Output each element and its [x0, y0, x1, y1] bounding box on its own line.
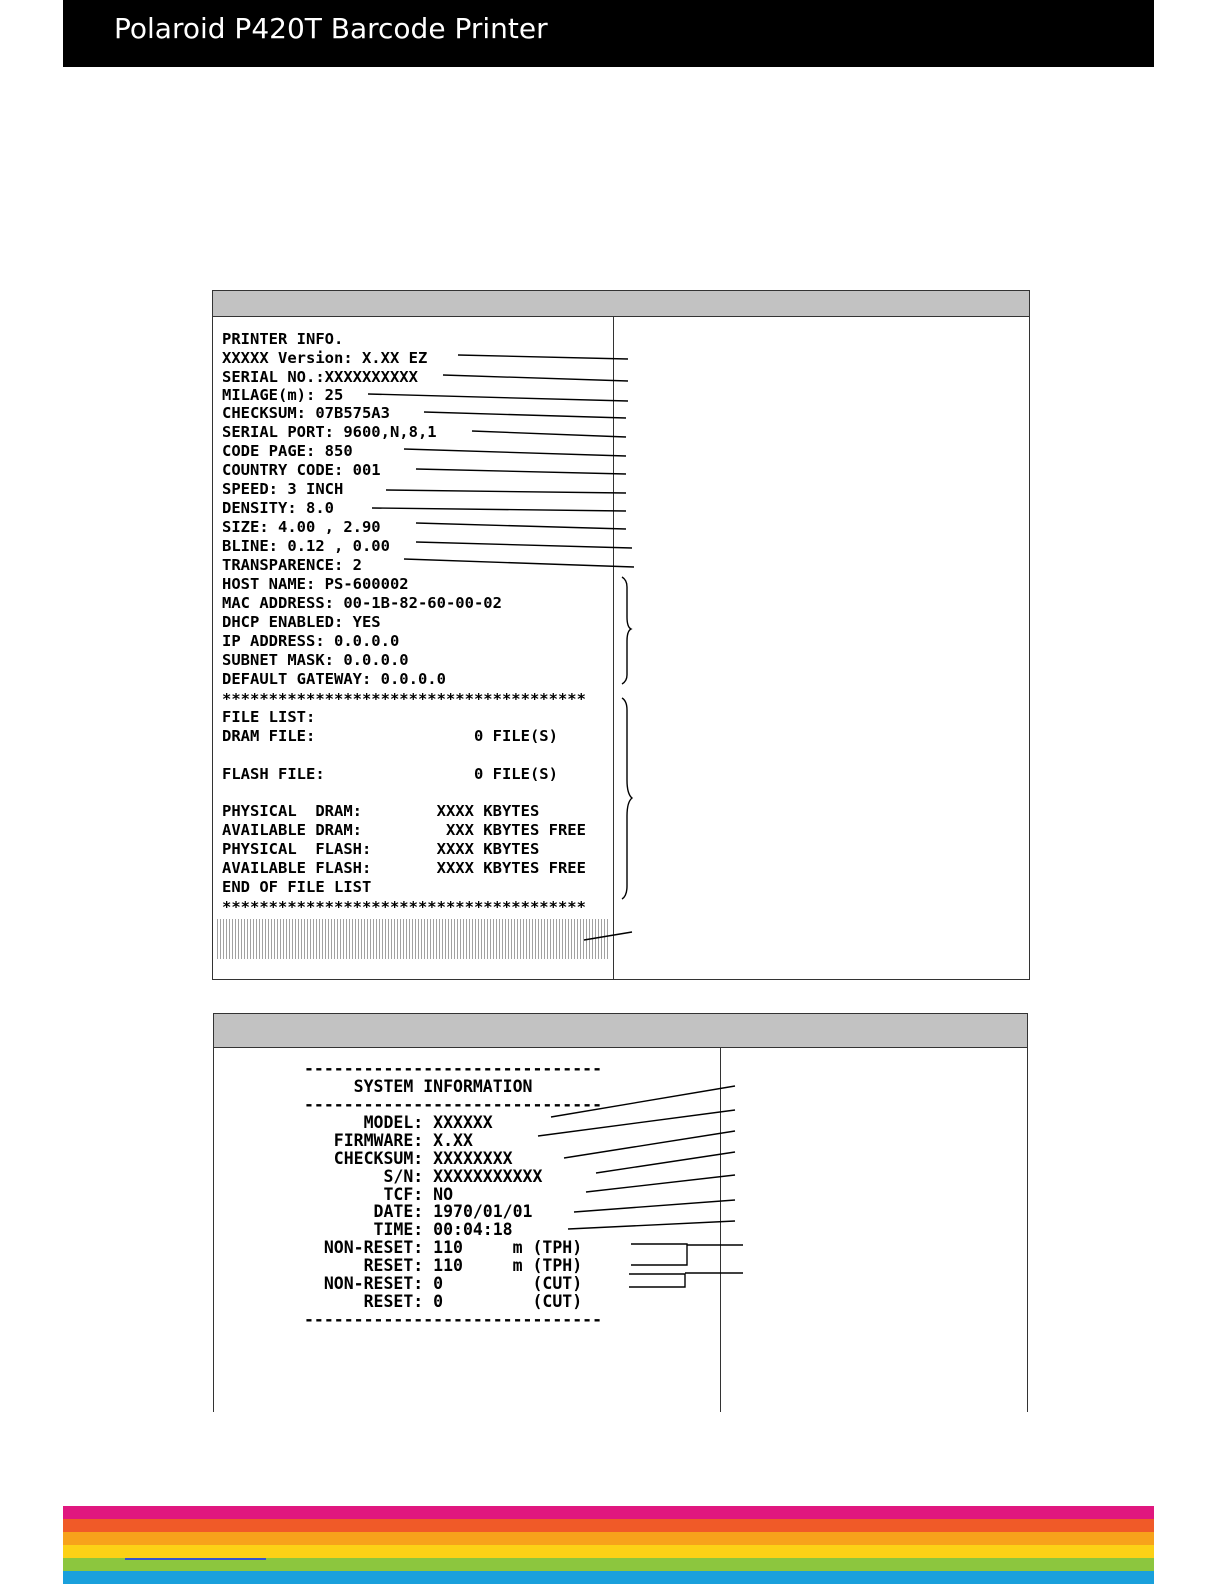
printout-line: SUBNET MASK: 0.0.0.0	[222, 651, 409, 669]
printout-line: PHYSICAL FLASH: XXXX KBYTES	[222, 840, 540, 858]
printout-line: BLINE: 0.12 , 0.00	[222, 537, 390, 555]
printout-line: FILE LIST:	[222, 708, 316, 726]
printout-line: IP ADDRESS: 0.0.0.0	[222, 632, 400, 650]
printout-line: SPEED: 3 INCH	[222, 480, 344, 498]
printout-line: RESET: 110 m (TPH)	[304, 1256, 583, 1275]
printout-line: DENSITY: 8.0	[222, 499, 334, 517]
printout-line: SERIAL NO.:XXXXXXXXXX	[222, 368, 418, 386]
printout-line: RESET: 0 (CUT)	[304, 1292, 583, 1311]
printout-line: END OF FILE LIST	[222, 878, 372, 896]
footer-stripe-orange	[63, 1519, 1154, 1532]
printout-line: PRINTER INFO.	[222, 330, 344, 348]
printout-line: TIME: 00:04:18	[304, 1220, 513, 1239]
footer-stripe-yellow	[63, 1545, 1154, 1558]
printout-line: PHYSICAL DRAM: XXXX KBYTES	[222, 802, 540, 820]
printout-line: SIZE: 4.00 , 2.90	[222, 518, 381, 536]
printout-line: TCF: NO	[304, 1185, 454, 1204]
printout-line: AVAILABLE FLASH: XXXX KBYTES FREE	[222, 859, 586, 877]
printout-line: S/N: XXXXXXXXXXX	[304, 1167, 543, 1186]
printout-line: MAC ADDRESS: 00-1B-82-60-00-02	[222, 594, 502, 612]
printout-line: MILAGE(m): 25	[222, 386, 344, 404]
printout-line: FIRMWARE: X.XX	[304, 1131, 473, 1150]
printout-line: AVAILABLE DRAM: XXX KBYTES FREE	[222, 821, 586, 839]
printout-separator: ***************************************	[222, 690, 586, 708]
footer-stripe-amber	[63, 1532, 1154, 1545]
printout-line: XXXXX Version: X.XX EZ	[222, 349, 428, 367]
printout-line: DHCP ENABLED: YES	[222, 613, 381, 631]
printout-line: HOST NAME: PS-600002	[222, 575, 409, 593]
printout-line: DEFAULT GATEWAY: 0.0.0.0	[222, 670, 446, 688]
page-title: Polaroid P420T Barcode Printer	[114, 12, 548, 45]
printout-line: SERIAL PORT: 9600,N,8,1	[222, 423, 437, 441]
printout-line: SYSTEM INFORMATION	[304, 1077, 533, 1096]
printout-separator: ------------------------------	[304, 1310, 603, 1329]
printout-line: DATE: 1970/01/01	[304, 1202, 533, 1221]
footer-stripe-blue	[63, 1571, 1154, 1584]
footer-link-underline	[125, 1558, 266, 1560]
printout-separator: ------------------------------	[304, 1059, 603, 1078]
rainbow-footer	[63, 1506, 1154, 1584]
printout-line: FLASH FILE: 0 FILE(S)	[222, 765, 558, 783]
printout-separator: ***************************************	[222, 898, 586, 916]
printout-line: NON-RESET: 110 m (TPH)	[304, 1238, 583, 1257]
printout-line: CHECKSUM: XXXXXXXX	[304, 1149, 513, 1168]
printout-line: CHECKSUM: 07B575A3	[222, 404, 390, 422]
footer-stripe-magenta	[63, 1506, 1154, 1519]
printout-line: MODEL: XXXXXX	[304, 1113, 493, 1132]
printout-line: CODE PAGE: 850	[222, 442, 353, 460]
printout-line: DRAM FILE: 0 FILE(S)	[222, 727, 558, 745]
printout-separator: ------------------------------	[304, 1095, 603, 1114]
printout-line: NON-RESET: 0 (CUT)	[304, 1274, 583, 1293]
printout-line: TRANSPARENCE: 2	[222, 556, 362, 574]
printout-line: COUNTRY CODE: 001	[222, 461, 381, 479]
